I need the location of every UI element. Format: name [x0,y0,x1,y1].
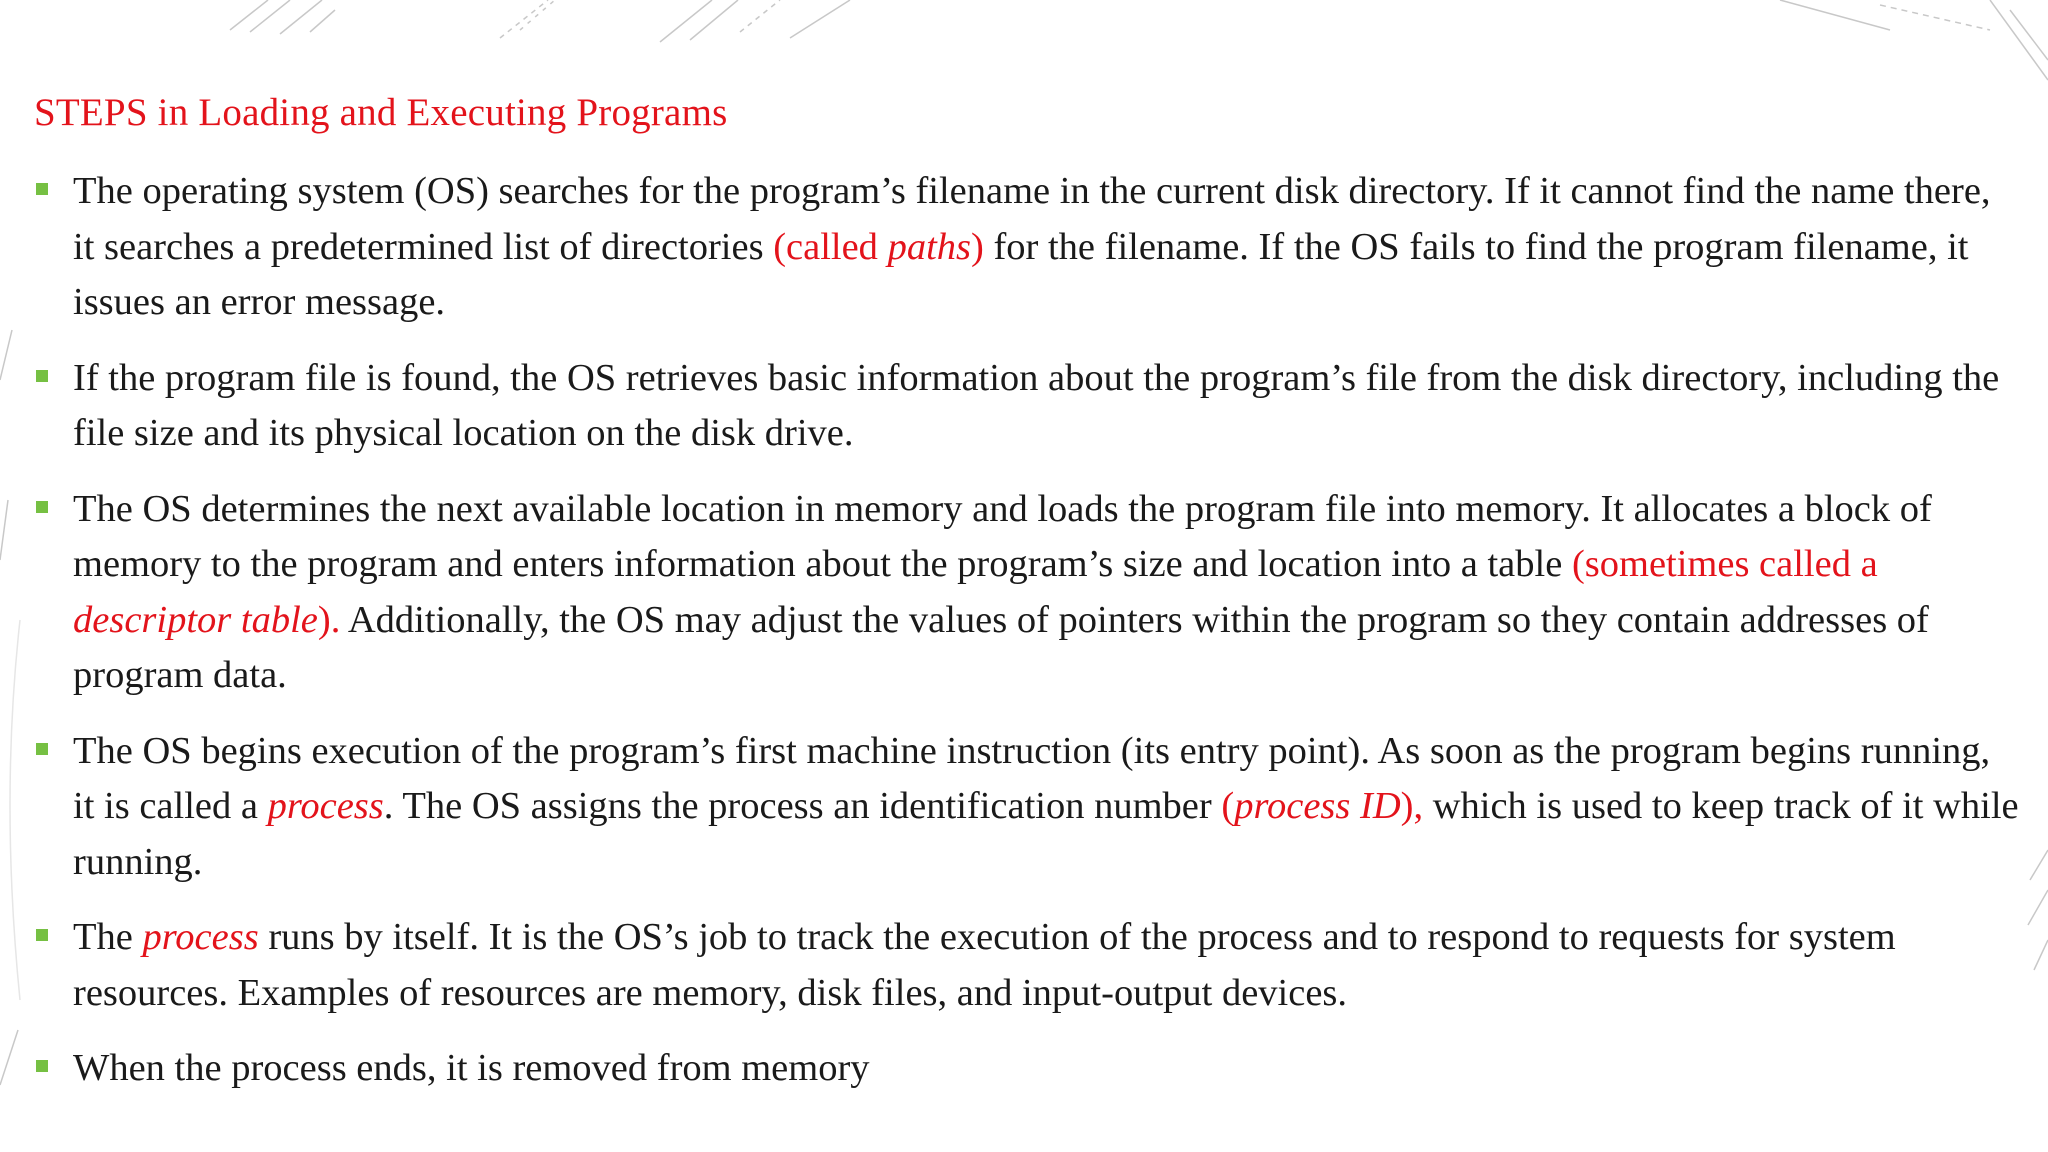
square-bullet-icon [36,183,48,195]
bullet-text: Additionally, the OS may adjust the values of pointers within the program so they contain addresses of program data. [73,598,1929,696]
term-process-id: process ID [1234,785,1401,827]
bullet-text: The operating system (OS) searches for the program’s filename in the current disk directory. If it cannot find the name there, it searches a predetermined list of directories [73,170,1991,268]
bullet-text: . The OS assigns the process an identification number [383,785,1222,827]
highlight-text: ( [1221,785,1235,827]
bullet-text: The [73,916,143,958]
highlight-text: ) [971,225,984,268]
square-bullet-icon [36,370,48,382]
term-paths: paths [887,225,971,268]
square-bullet-icon [36,929,48,941]
bullet-item [34,164,2019,331]
term-process: process [267,785,384,827]
square-bullet-icon [36,501,48,513]
term-descriptor-table: descriptor table [73,598,318,641]
bullet-text: When the process ends, it is removed from memory [73,1047,870,1089]
highlight-text: ). [317,598,341,641]
highlight-text: (sometimes called a [1571,543,1878,585]
term-process: process [142,916,259,958]
bullet-item [34,724,2019,891]
bullet-item [34,482,2019,704]
highlight-text: (called [773,225,888,268]
bullet-text: If the program file is found, the OS retrieves basic information about the program’s file from the disk directory, including the file size and its physical location on the disk drive. [73,356,2000,454]
bullet-list [34,164,2019,1097]
bullet-text: runs by itself. It is the OS’s job to track the execution of the process and to respond to requests for system resources. Examples of resources are memory, disk files, and input-output devices. [73,916,1896,1014]
bullet-item [34,910,2019,1021]
bullet-text: which is used to keep track of it while running. [73,785,2019,883]
bullet-text: The OS determines the next available location in memory and loads the program file into memory. It allocates a block of memory to the program and enters information about the program’s size and location into a table [73,487,1932,585]
bullet-text: The OS begins execution of the program’s first machine instruction (its entry point). As soon as the program begins running, it is called a [73,729,1991,827]
square-bullet-icon [36,743,48,755]
slide-title: STEPS in Loading and Executing Programs [34,91,728,134]
bullet-item [34,1041,2019,1097]
highlight-text: ), [1400,785,1424,827]
bullet-item [34,351,2019,462]
square-bullet-icon [36,1060,48,1072]
bullet-text: for the filename. If the OS fails to find the program filename, it issues an error message. [73,225,1969,323]
